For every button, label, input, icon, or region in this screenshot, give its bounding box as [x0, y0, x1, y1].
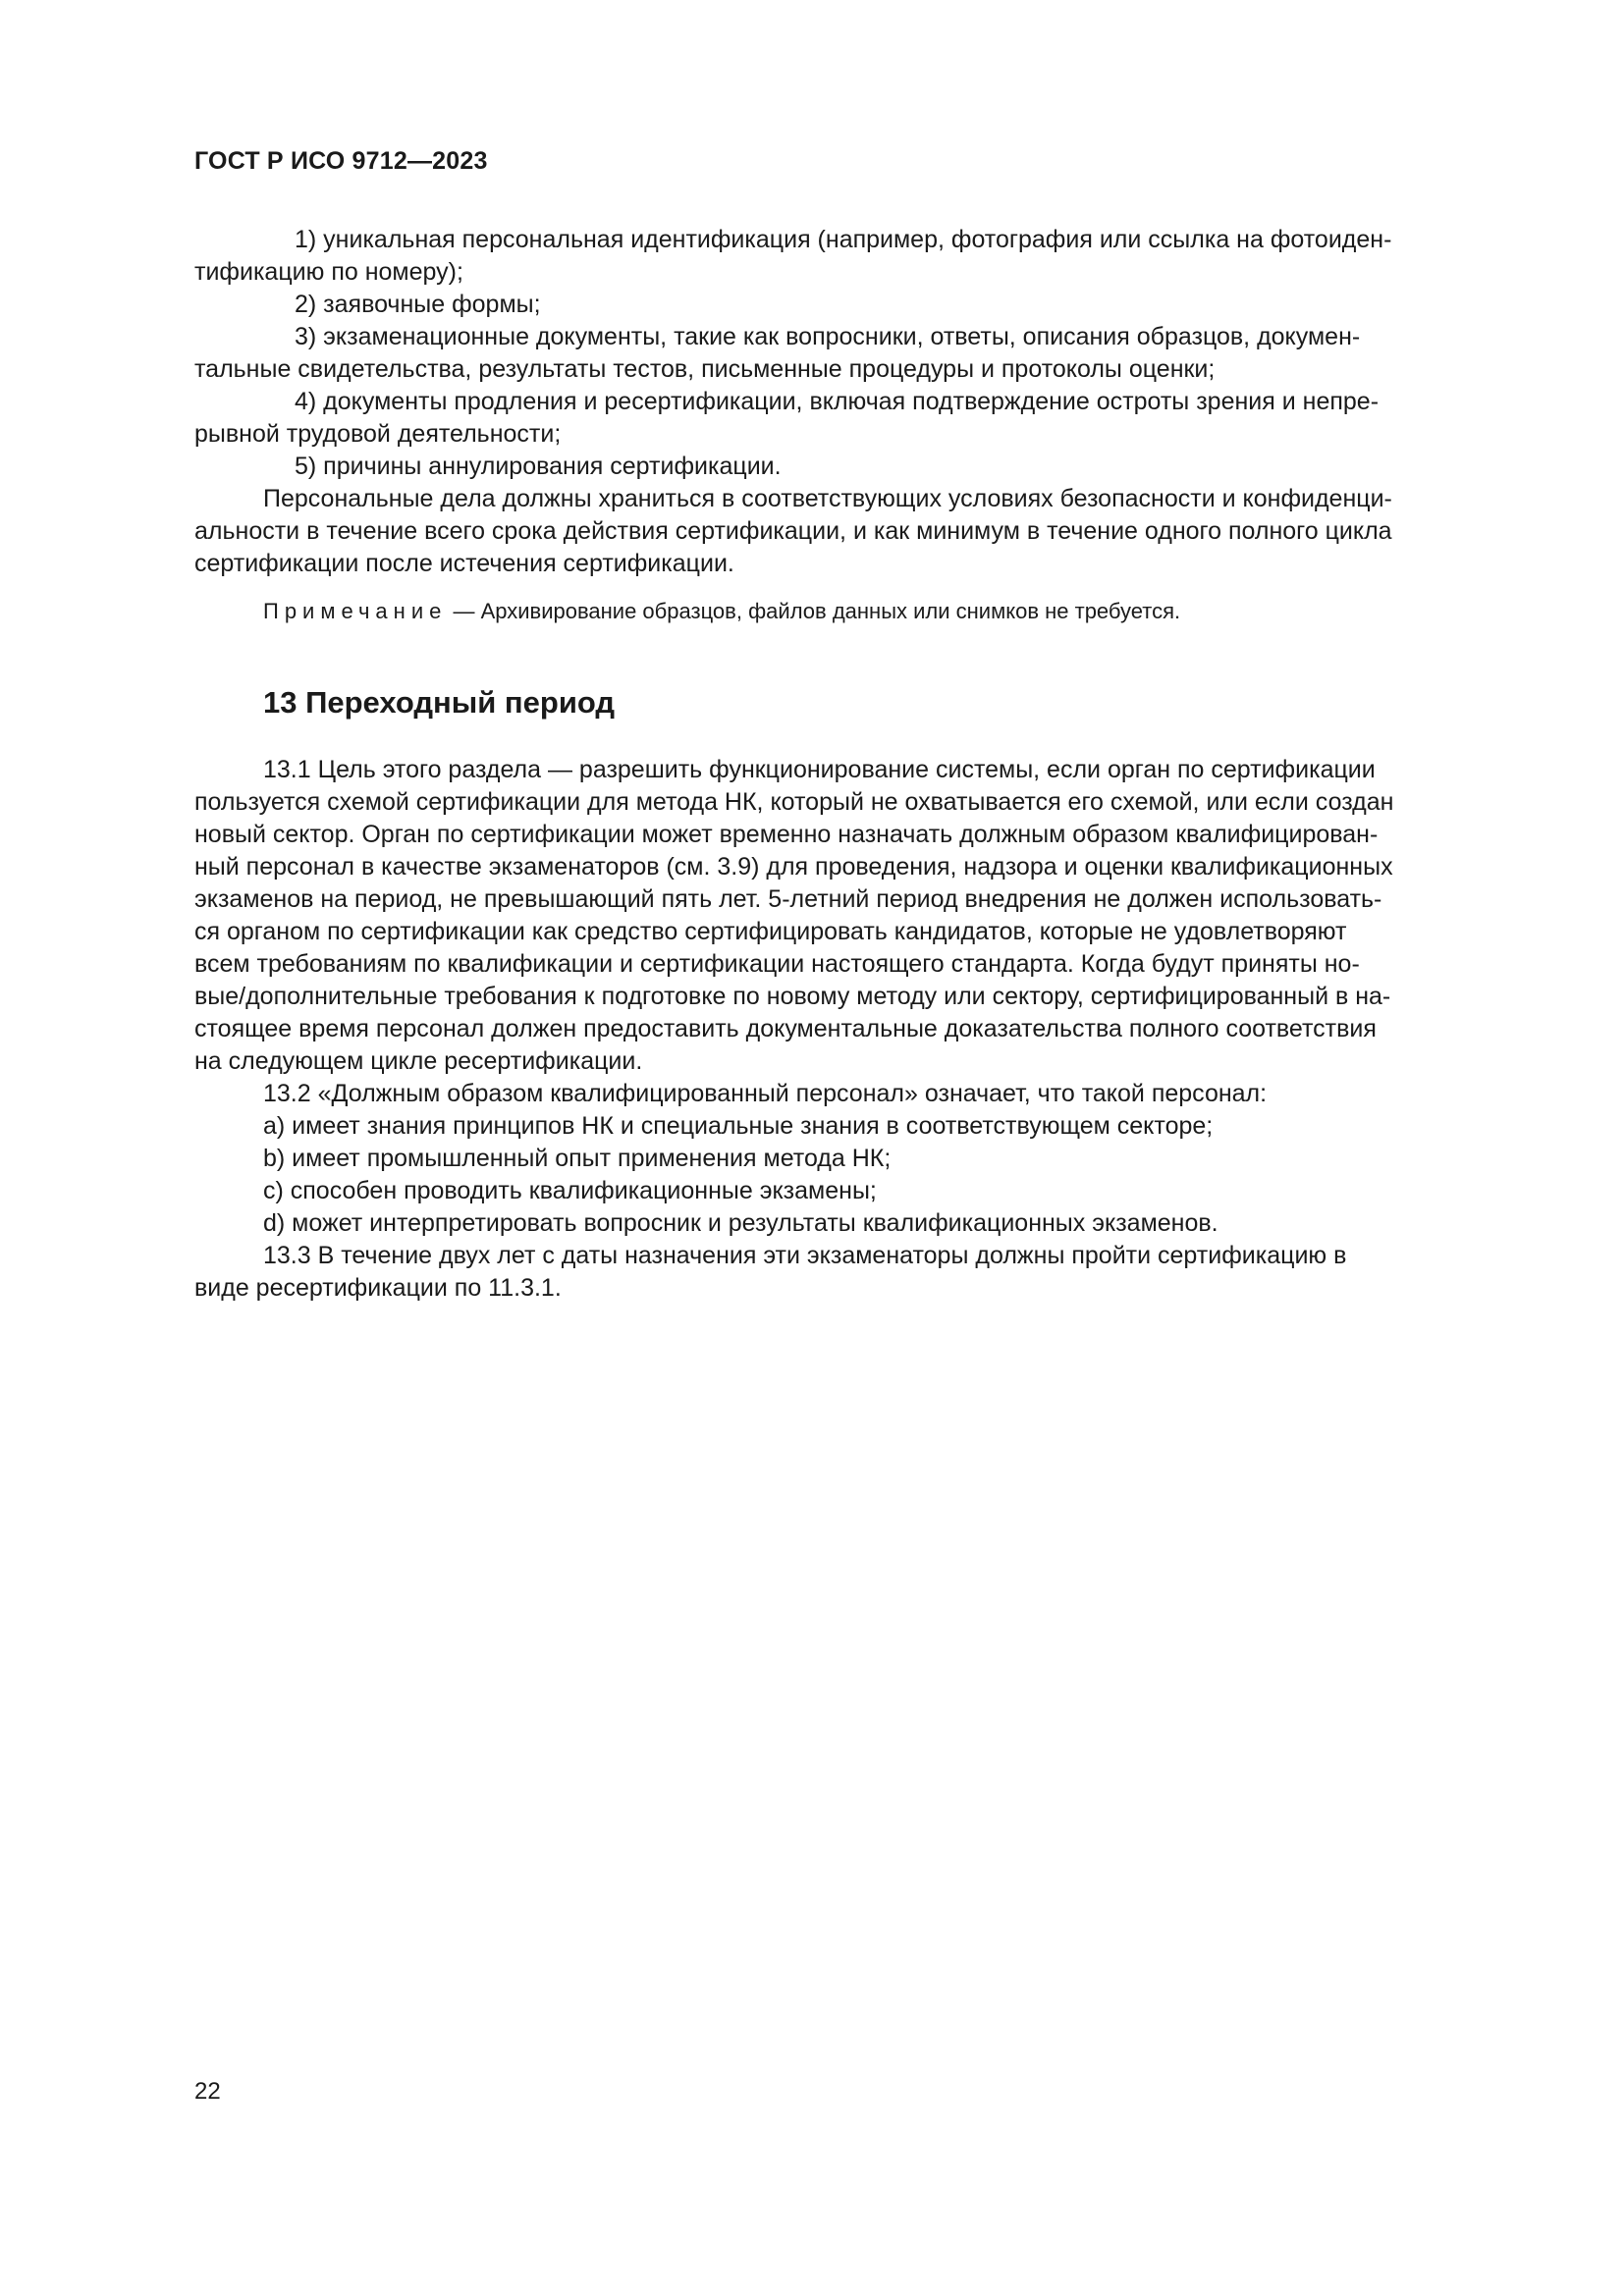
- list-item: 5) причины аннулирования сертификации.: [295, 453, 782, 480]
- list-item-continued: рывной трудовой деятельности;: [194, 420, 562, 448]
- paragraph-line: ный персонал в качестве экзаменаторов (см. 3.9) для проведения, надзора и оценки квалификационных: [194, 853, 1393, 881]
- list-item: 3) экзаменационные документы, такие как вопросники, ответы, описания образцов, докумен-: [295, 323, 1361, 350]
- list-item: b) имеет промышленный опыт применения метода НК;: [263, 1145, 892, 1172]
- list-item: c) способен проводить квалификационные экзамены;: [263, 1177, 877, 1204]
- list-item-continued: тификацию по номеру);: [194, 258, 463, 286]
- records-list: [194, 224, 1513, 580]
- list-item: d) может интерпретировать вопросник и результаты квалификационных экзаменов.: [263, 1209, 1218, 1237]
- document-header: ГОСТ Р ИСО 9712—2023: [194, 147, 488, 175]
- section-13-body: [194, 754, 1513, 1305]
- page-number: 22: [194, 2078, 221, 2105]
- paragraph-line: сертификации после истечения сертификации.: [194, 550, 734, 577]
- note-text: — Архивирование образцов, файлов данных или снимков не требуется.: [447, 599, 1181, 623]
- section-heading: 13 Переходный период: [263, 685, 616, 720]
- list-item: 2) заявочные формы;: [295, 291, 541, 318]
- paragraph-line: стоящее время персонал должен предоставить документальные доказательства полного соответствия: [194, 1015, 1377, 1042]
- list-item: a) имеет знания принципов НК и специальные знания в соответствующем секторе;: [263, 1112, 1214, 1140]
- paragraph-line: новый сектор. Орган по сертификации может временно назначать должным образом квалифицирован-: [194, 821, 1379, 848]
- paragraph-line: 13.2 «Должным образом квалифицированный персонал» означает, что такой персонал:: [263, 1080, 1268, 1107]
- note-label: Примечание: [263, 599, 448, 623]
- list-item: 1) уникальная персональная идентификация (например, фотография или ссылка на фотоиден-: [295, 226, 1392, 253]
- paragraph-line: вые/дополнительные требования к подготовке по новому методу или сектору, сертифицированный в на-: [194, 983, 1391, 1010]
- paragraph-line: на следующем цикле ресертификации.: [194, 1047, 643, 1075]
- paragraph-line: всем требованиям по квалификации и сертификации настоящего стандарта. Когда будут приняты но-: [194, 950, 1360, 978]
- paragraph-line: 13.1 Цель этого раздела — разрешить функционирование системы, если орган по сертификации: [263, 756, 1376, 783]
- list-item-continued: тальные свидетельства, результаты тестов, письменные процедуры и протоколы оценки;: [194, 355, 1216, 383]
- paragraph-line: пользуется схемой сертификации для метода НК, который не охватывается его схемой, или если создан: [194, 788, 1394, 816]
- list-item: 4) документы продления и ресертификации, включая подтверждение остроты зрения и непре-: [295, 388, 1380, 415]
- paragraph-line: Персональные дела должны храниться в соответствующих условиях безопасности и конфиденци-: [263, 485, 1392, 512]
- paragraph-line: альности в течение всего срока действия сертификации, и как минимум в течение одного полного цикла: [194, 517, 1392, 545]
- paragraph-line: виде ресертификации по 11.3.1.: [194, 1274, 562, 1302]
- note: [263, 597, 1180, 626]
- paragraph-line: 13.3 В течение двух лет с даты назначения эти экзаменаторы должны пройти сертификацию в: [263, 1242, 1347, 1269]
- paragraph-line: ся органом по сертификации как средство сертифицировать кандидатов, которые не удовлетворяют: [194, 918, 1347, 945]
- paragraph-line: экзаменов на период, не превышающий пять лет. 5-летний период внедрения не должен использовать-: [194, 885, 1382, 913]
